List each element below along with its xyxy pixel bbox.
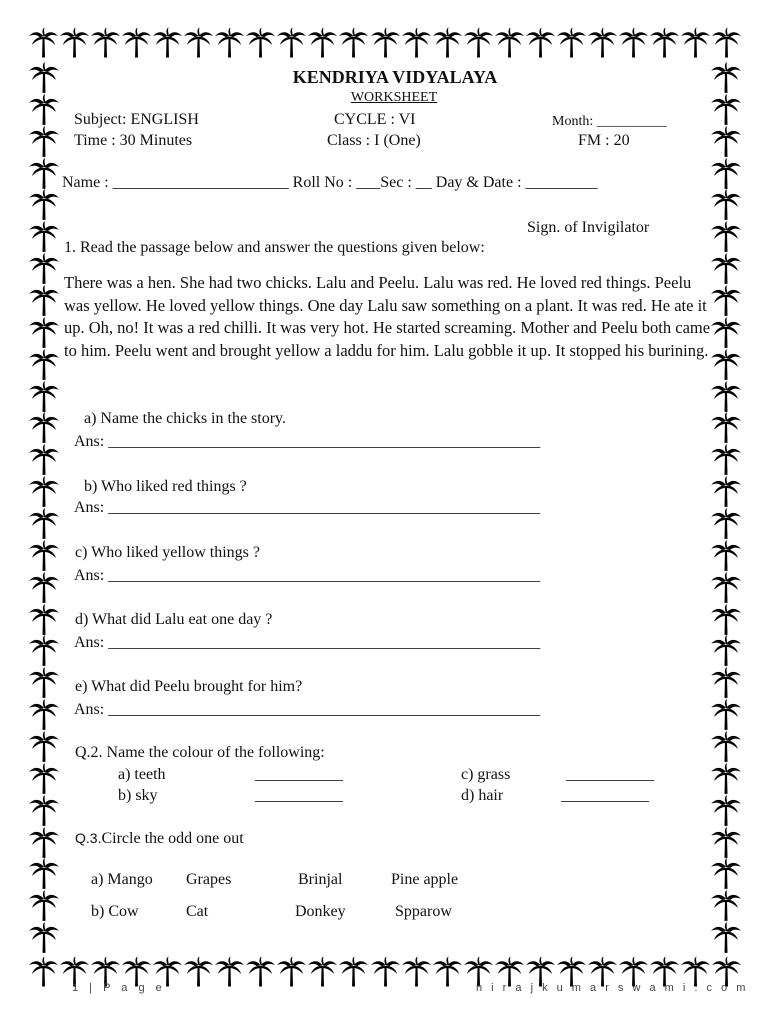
answer-a: Ans: ______________________________________________________ [74, 433, 541, 450]
palm-tree-icon [28, 572, 60, 604]
palm-tree-icon [28, 858, 60, 890]
palm-tree-icon [28, 158, 60, 190]
palm-tree-icon [183, 956, 214, 988]
time: Time : 30 Minutes [74, 132, 193, 149]
cycle: CYCLE : VI [334, 111, 416, 128]
palm-tree-icon [401, 27, 432, 59]
palm-tree-icon [28, 731, 60, 763]
palm-tree-icon [649, 27, 680, 59]
palm-tree-icon [587, 27, 618, 59]
palm-tree-icon [28, 476, 60, 508]
palm-tree-icon [28, 540, 60, 572]
palm-tree-icon [28, 317, 60, 349]
palm-tree-icon [710, 476, 742, 508]
palm-tree-icon [710, 731, 742, 763]
palm-tree-icon [307, 27, 338, 59]
palm-tree-icon [710, 763, 742, 795]
palm-tree-icon [710, 890, 742, 922]
school-title: KENDRIYA VIDYALAYA [292, 67, 498, 87]
palm-tree-icon [28, 699, 60, 731]
palm-tree-icon [28, 349, 60, 381]
q3-row-b-word-4: Spparow [395, 903, 452, 920]
palm-tree-icon [28, 956, 59, 988]
palm-tree-icon [370, 956, 401, 988]
palm-tree-icon [710, 221, 742, 253]
palm-tree-icon [710, 381, 742, 413]
palm-tree-icon [710, 349, 742, 381]
q3-number: Q.3. [75, 830, 102, 846]
month: Month: __________ [552, 114, 667, 129]
palm-tree-icon [710, 635, 742, 667]
q2-blank-a: ___________ [255, 766, 343, 783]
q3-row-b-word-2: Cat [186, 903, 209, 920]
invigilator-sign: Sign. of Invigilator [527, 219, 650, 236]
palm-tree-icon [28, 444, 60, 476]
palm-tree-icon [28, 604, 60, 636]
palm-tree-icon [28, 27, 59, 59]
class: Class : I (One) [327, 132, 421, 149]
palm-tree-icon [214, 956, 245, 988]
palm-tree-icon [28, 412, 60, 444]
q3-row-a-word-1: a) Mango [91, 871, 153, 888]
palm-tree-icon [245, 27, 276, 59]
palm-tree-icon [710, 412, 742, 444]
q2-blank-d: ___________ [561, 787, 649, 804]
palm-tree-icon [710, 604, 742, 636]
palm-tree-icon [710, 540, 742, 572]
palm-tree-icon [463, 27, 494, 59]
answer-e: Ans: ______________________________________________________ [74, 701, 541, 718]
q3-row-a-word-3: Brinjal [298, 871, 343, 888]
palm-tree-icon [710, 444, 742, 476]
palm-tree-icon [28, 635, 60, 667]
border-top [28, 24, 742, 62]
border-left [27, 62, 61, 954]
palm-tree-icon [618, 27, 649, 59]
palm-tree-icon [28, 126, 60, 158]
question-a: a) Name the chicks in the story. [84, 410, 287, 427]
q2-item-b: b) sky [118, 787, 158, 804]
q3-row-b-word-1: b) Cow [91, 903, 139, 920]
palm-tree-icon [307, 956, 338, 988]
q2-item-d: d) hair [461, 787, 504, 804]
palm-tree-icon [121, 27, 152, 59]
palm-tree-icon [494, 27, 525, 59]
palm-tree-icon [710, 922, 742, 954]
palm-tree-icon [245, 956, 276, 988]
full-marks: FM : 20 [578, 132, 630, 149]
palm-tree-icon [28, 381, 60, 413]
palm-tree-icon [28, 189, 60, 221]
palm-tree-icon [276, 956, 307, 988]
border-right [709, 62, 743, 954]
palm-tree-icon [338, 27, 369, 59]
palm-tree-icon [276, 27, 307, 59]
q2-title: Q.2. Name the colour of the following: [75, 744, 325, 761]
palm-tree-icon [710, 253, 742, 285]
palm-tree-icon [59, 27, 90, 59]
palm-tree-icon [28, 508, 60, 540]
answer-b: Ans: ______________________________________________________ [74, 499, 541, 516]
palm-tree-icon [28, 827, 60, 859]
question-b: b) Who liked red things ? [84, 478, 247, 495]
palm-tree-icon [680, 27, 711, 59]
palm-tree-icon [710, 795, 742, 827]
palm-tree-icon [710, 572, 742, 604]
question-d: d) What did Lalu eat one day ? [75, 611, 273, 628]
q2-blank-c: ___________ [566, 766, 654, 783]
palm-tree-icon [401, 956, 432, 988]
answer-d: Ans: ______________________________________________________ [74, 634, 541, 651]
palm-tree-icon [28, 890, 60, 922]
palm-tree-icon [28, 795, 60, 827]
palm-tree-icon [370, 27, 401, 59]
palm-tree-icon [183, 27, 214, 59]
answer-c: Ans: ______________________________________________________ [74, 567, 541, 584]
palm-tree-icon [338, 956, 369, 988]
palm-tree-icon [710, 827, 742, 859]
palm-tree-icon [28, 763, 60, 795]
palm-tree-icon [28, 922, 60, 954]
reading-passage: There was a hen. She had two chicks. Lalu and Peelu. Lalu was red. He loved red things. Peelu was yellow. He loved yellow things. One day Lalu saw something on a plant. It was red. He ate it up. Oh, no! It was a red chilli. It was very hot. He started screaming. Mother and Peelu both came to him. Peelu went and brought yellow a laddu for him. Lalu gobble it up. It stopped his burining. [64, 273, 711, 360]
palm-tree-icon [710, 699, 742, 731]
palm-tree-icon [710, 667, 742, 699]
palm-tree-icon [432, 956, 463, 988]
palm-tree-icon [710, 126, 742, 158]
q3-row-b-word-3: Donkey [295, 903, 346, 920]
palm-tree-icon [214, 27, 245, 59]
palm-tree-icon [710, 189, 742, 221]
student-details-line: Name : ______________________ Roll No : ___Sec : __ Day & Date : _________ [62, 174, 598, 191]
palm-tree-icon [710, 317, 742, 349]
q1-instruction: 1. Read the passage below and answer the questions given below: [64, 239, 485, 256]
page-number: 1 | P a g e [72, 982, 166, 994]
palm-tree-icon [28, 253, 60, 285]
q3-title [75, 828, 244, 849]
question-e: e) What did Peelu brought for him? [75, 678, 303, 695]
palm-tree-icon [152, 27, 183, 59]
palm-tree-icon [710, 285, 742, 317]
q2-blank-b: ___________ [255, 787, 343, 804]
q2-item-c: c) grass [461, 766, 511, 783]
palm-tree-icon [711, 27, 742, 59]
palm-tree-icon [525, 27, 556, 59]
palm-tree-icon [710, 158, 742, 190]
q3-row-a-word-4: Pine apple [391, 871, 459, 888]
palm-tree-icon [28, 221, 60, 253]
worksheet-label: WORKSHEET [350, 90, 438, 105]
q3-title-text: Circle the odd one out [101, 830, 244, 847]
subject: Subject: ENGLISH [74, 111, 199, 128]
footer-credit: n i r a j k u m a r s w a m i . c o m [476, 982, 749, 994]
question-c: c) Who liked yellow things ? [75, 544, 260, 561]
palm-tree-icon [28, 285, 60, 317]
palm-tree-icon [28, 667, 60, 699]
palm-tree-icon [710, 508, 742, 540]
palm-tree-icon [710, 858, 742, 890]
palm-tree-icon [432, 27, 463, 59]
palm-tree-icon [556, 27, 587, 59]
q3-row-a-word-2: Grapes [186, 871, 232, 888]
q2-item-a: a) teeth [118, 766, 166, 783]
palm-tree-icon [90, 27, 121, 59]
